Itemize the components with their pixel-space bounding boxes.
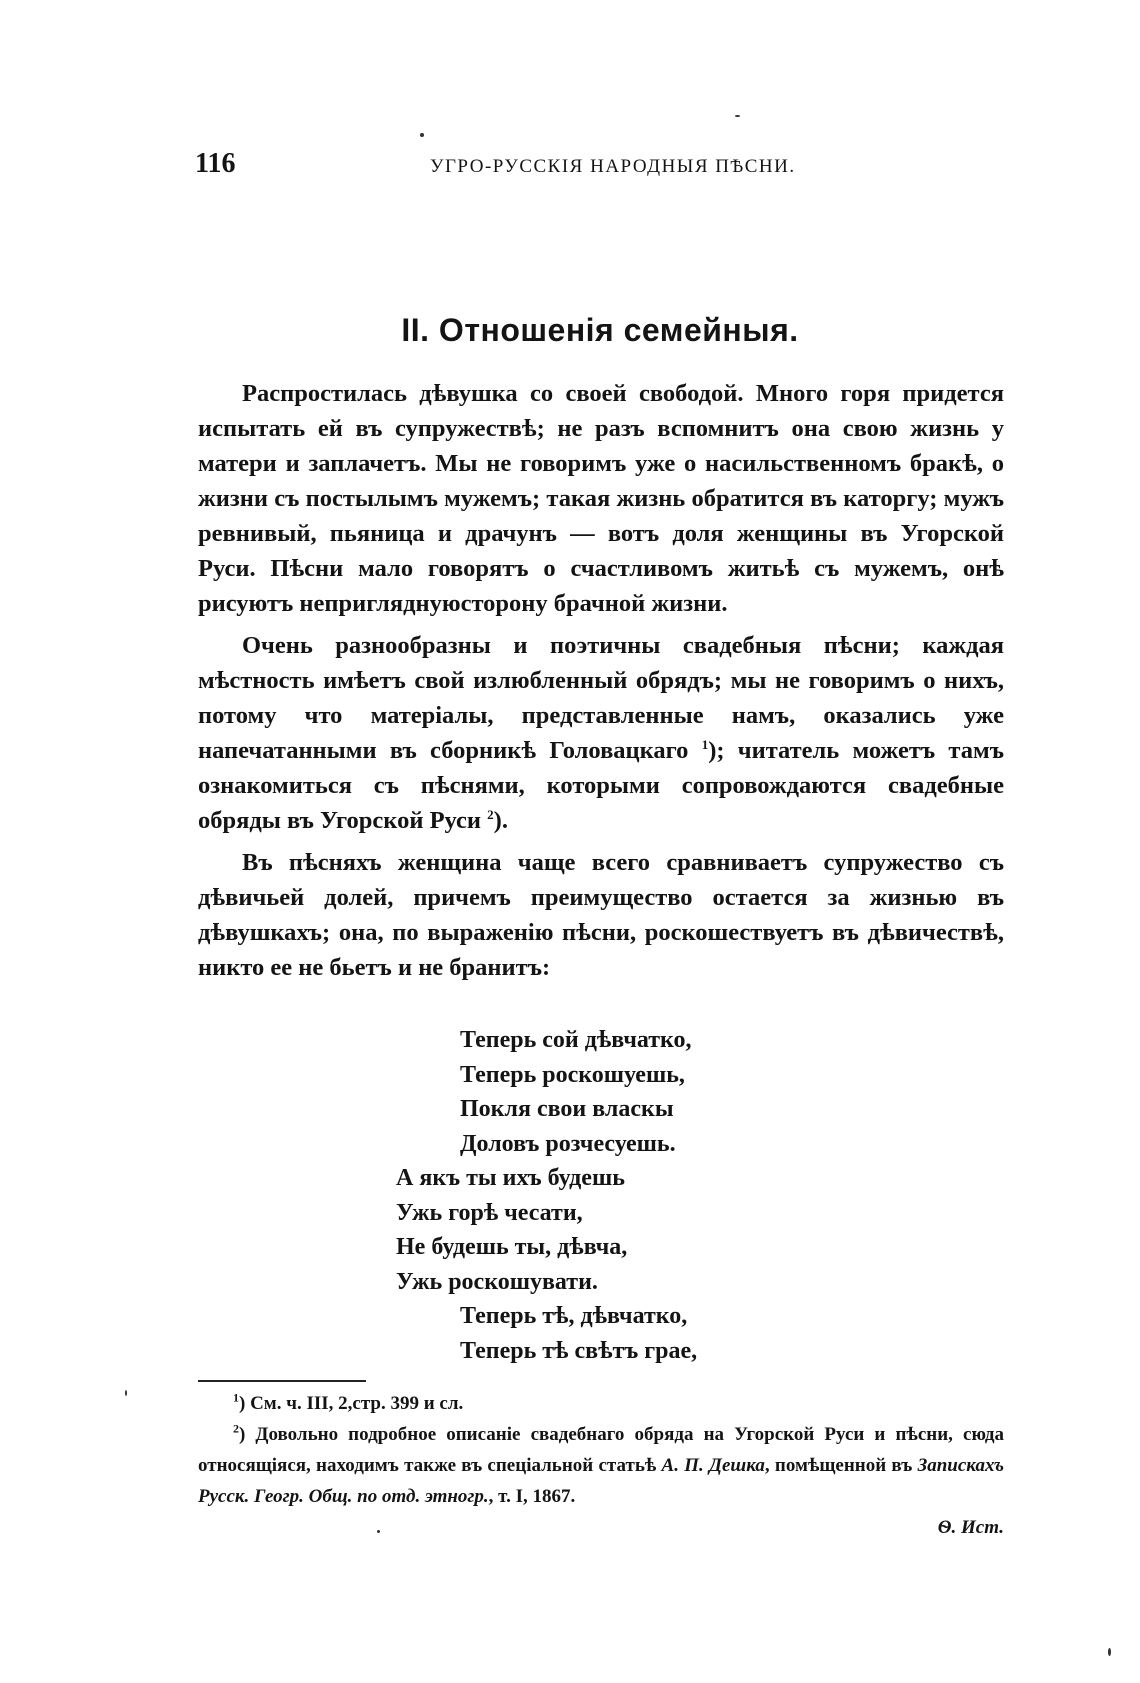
footnote-2-mark: 2 [233,1421,239,1436]
footnote-1-mark: 1 [233,1390,239,1405]
footnote-2-text-b: , помѣщенной въ [764,1455,918,1476]
scan-speck [420,133,424,137]
verse-line: Ужь горѣ чесати, [396,1199,583,1226]
verse-line: Ужь роскошувати. [396,1268,598,1295]
verse-block [0,1023,1140,1368]
footnote-ref-2: 2 [487,806,494,822]
verse-line: Теперь тѣ свѣтъ грае, [460,1337,698,1364]
page-number: 116 [195,148,236,179]
footnote-ref-1: 1 [701,736,709,752]
footnote-2-author: А. П. Дешка [661,1455,765,1476]
footnote-1 [198,1388,1004,1419]
footnote-2 [198,1419,1004,1512]
verse-line: Теперь тѣ, дѣвчатко, [460,1303,688,1329]
running-title: УГРО-РУССКІЯ НАРОДНЫЯ ПѢСНИ. [430,156,796,177]
footnote-2-journal: Запискахъ Русск. Геогр. Общ. по отд. этногр. [198,1455,1004,1507]
footnote-2-text-a: ) Довольно подробное описаніе свадебнаго обряда на Угорской Руси и пѣсни, сюда относящіяся, находимъ также въ спеціальной статьѣ [198,1424,1004,1476]
verse-line: Теперь сой дѣвчатко, [460,1027,692,1053]
scan-speck [735,115,740,117]
paragraph-2-text-c: ). [493,807,508,834]
page-header [195,148,1005,188]
verse-line: Покля свои власкы [460,1096,674,1122]
footnotes [198,1388,1004,1543]
signature: Ѳ. Ист. [937,1517,1004,1538]
paragraph-3: Въ пѣсняхъ женщина чаще всего сравниваетъ супружество съ дѣвичьей долей, причемъ преимущество остается за жизнью въ дѣвушкахъ; она, по выраженію пѣсни, роскошествуетъ въ дѣвичествѣ, никто ее не бьетъ и не бранитъ: [198,849,1004,981]
verse-line: Доловъ розчесуешь. [460,1130,676,1157]
paragraph-2-text-b: ); читатель можетъ тамъ ознакомиться съ пѣснями, которыми сопровождаются свадебные обряды въ Угорской Руси [198,737,1004,834]
paragraph-1: Распростилась дѣвушка со своей свободой. Много горя придется испытать ей въ супружествѣ; не разъ вспомнитъ она свою жизнь у матери и заплачетъ. Мы не говоримъ уже о насильственномъ бракѣ, о жизни съ постылымъ мужемъ; такая жизнь обратится въ каторгу; мужъ ревнивый, пьяница и драчунъ — вотъ доля женщины въ Угорской Руси. Пѣсни мало говорятъ о счастливомъ житьѣ съ мужемъ, онѣ рисуютъ непригляднуюсторону брачной жизни. [198,380,1004,617]
footnote-1-text: ) См. ч. III, 2,стр. 399 и сл. [239,1393,464,1414]
section-title: II. Отношенія семейныя. [401,312,799,348]
paragraph-2 [198,628,1004,838]
verse-line: Теперь роскошуешь, [460,1061,685,1088]
scan-speck [125,1390,127,1396]
scan-speck [377,1530,380,1533]
paragraph-2-text-a: Очень разнообразны и поэтичны свадебныя пѣсни; каждая мѣстность имѣетъ свой излюбленный обрядъ; мы не говоримъ о нихъ, потому что матеріалы, представленные намъ, оказались уже напечатанными въ сборникѣ Головацкаго [198,632,1004,764]
scan-speck [1108,1648,1111,1656]
body-text [198,376,1004,992]
footnote-divider [198,1380,366,1382]
verse-line: Не будешь ты, дѣвча, [396,1234,628,1260]
verse-line: А якъ ты ихъ будешь [396,1165,625,1191]
footnote-2-text-c: , т. I, 1867. [488,1486,576,1507]
